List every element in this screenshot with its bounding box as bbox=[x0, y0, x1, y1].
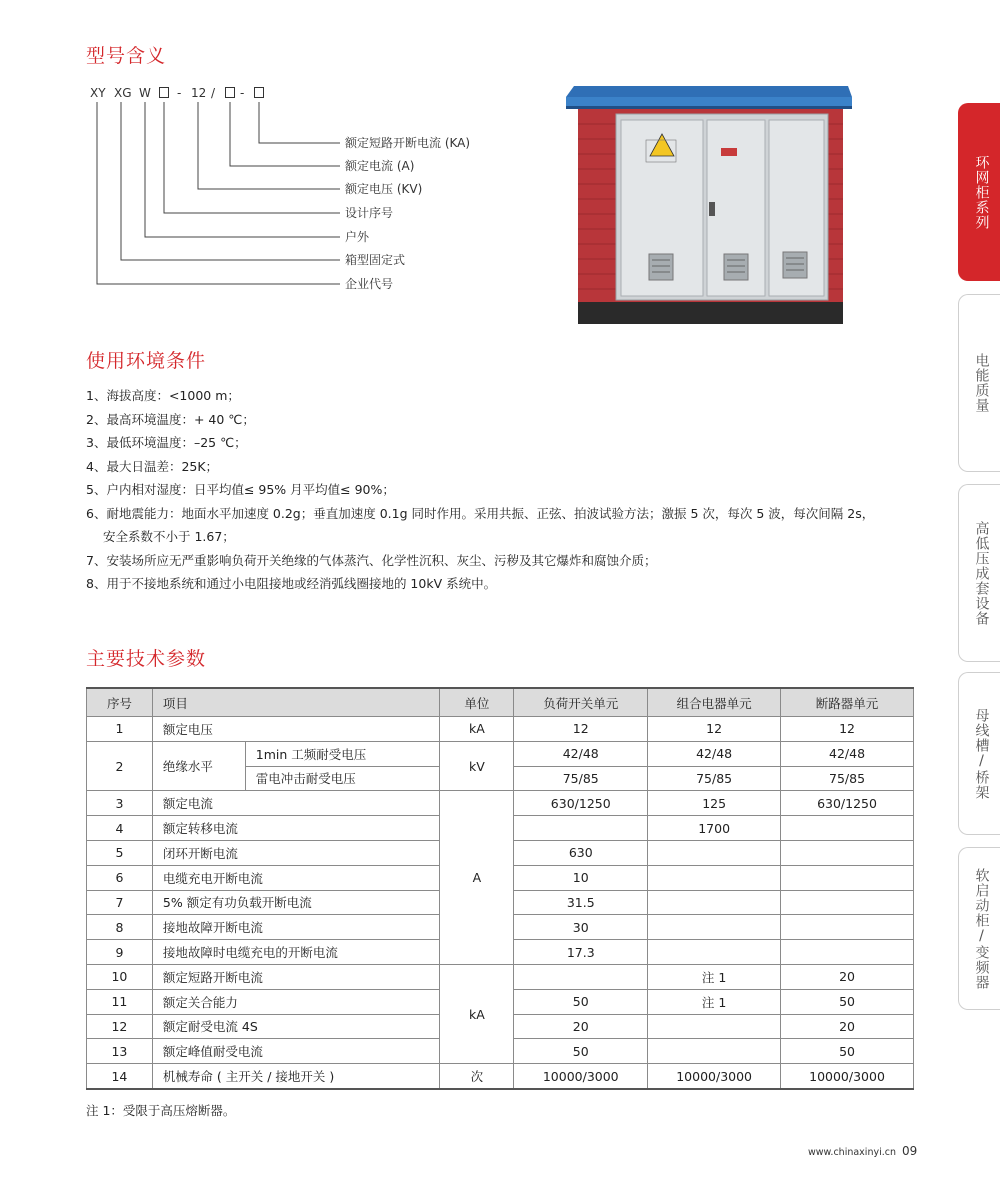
cell-value bbox=[648, 865, 781, 890]
cell-value: 30 bbox=[514, 915, 648, 940]
cell-value: 50 bbox=[514, 1039, 648, 1064]
cell-value: 31.5 bbox=[514, 890, 648, 915]
cell-value: 125 bbox=[648, 791, 781, 816]
cell-unit: kV bbox=[440, 741, 514, 791]
cell-item: 额定峰值耐受电流 bbox=[152, 1039, 440, 1064]
cell-no: 7 bbox=[87, 890, 153, 915]
tab-ring-main-unit[interactable] bbox=[958, 103, 1000, 281]
cell-value bbox=[648, 890, 781, 915]
code-label-design-no: 设计序号 bbox=[345, 206, 394, 220]
code-label-box-fixed: 箱型固定式 bbox=[345, 253, 406, 267]
cell-no: 13 bbox=[87, 1039, 153, 1064]
tab-soft-starter[interactable] bbox=[958, 847, 1000, 1010]
cell-value: 50 bbox=[514, 989, 648, 1014]
tab-switchgear[interactable] bbox=[958, 484, 1000, 662]
cell-value: 20 bbox=[514, 1014, 648, 1039]
code-box-type: XG bbox=[114, 86, 132, 100]
cell-item: 额定转移电流 bbox=[152, 816, 440, 841]
env-item-altitude: 1、海拔高度：<1000 m； bbox=[86, 388, 240, 403]
cell-value: 12 bbox=[648, 717, 781, 742]
cell-value: 42/48 bbox=[781, 741, 914, 766]
code-dash-2: - bbox=[240, 86, 245, 100]
code-enterprise: XY bbox=[90, 86, 106, 100]
th-combo: 组合电器单元 bbox=[648, 688, 781, 717]
cell-unit: 次 bbox=[440, 1064, 514, 1089]
cell-value: 630 bbox=[514, 840, 648, 865]
code-leader-lines bbox=[0, 0, 360, 300]
cell-no: 3 bbox=[87, 791, 153, 816]
table-row bbox=[87, 717, 914, 742]
cell-value bbox=[781, 840, 914, 865]
cell-subitem: 雷电冲击耐受电压 bbox=[245, 766, 440, 791]
cell-value bbox=[514, 964, 648, 989]
cell-unit: kA bbox=[440, 964, 514, 1063]
cell-unit: A bbox=[440, 791, 514, 965]
tab-power-quality[interactable] bbox=[958, 294, 1000, 472]
code-slash: / bbox=[211, 86, 216, 100]
cell-item: 接地故障时电缆充电的开断电流 bbox=[152, 940, 440, 965]
cell-no: 9 bbox=[87, 940, 153, 965]
env-item-temp-diff: 4、最大日温差：25K； bbox=[86, 458, 219, 474]
tab-label: 母线槽/桥架 bbox=[973, 707, 990, 800]
env-conditions-list bbox=[86, 384, 916, 596]
section-title-env: 使用环境条件 bbox=[86, 350, 207, 372]
env-item-seismic-cont: 安全系数不小于 1.67； bbox=[103, 529, 235, 544]
table-note: 注 1：受限于高压熔断器。 bbox=[86, 1103, 236, 1118]
section-title-spec: 主要技术参数 bbox=[86, 648, 207, 670]
cell-value: 75/85 bbox=[648, 766, 781, 791]
cell-item: 电缆充电开断电流 bbox=[152, 865, 440, 890]
cell-value: 12 bbox=[781, 717, 914, 742]
footer bbox=[808, 1144, 917, 1158]
cell-value bbox=[648, 940, 781, 965]
cell-value bbox=[781, 865, 914, 890]
cell-value: 75/85 bbox=[781, 766, 914, 791]
cell-no: 1 bbox=[87, 717, 153, 742]
cell-no: 14 bbox=[87, 1064, 153, 1089]
tab-busway[interactable] bbox=[958, 672, 1000, 835]
cell-unit: kA bbox=[440, 717, 514, 742]
cell-value bbox=[781, 816, 914, 841]
env-item-min-temp: 3、最低环境温度：–25 ℃； bbox=[86, 435, 247, 450]
table-row bbox=[87, 1064, 914, 1089]
table-row bbox=[87, 791, 914, 816]
cell-value: 17.3 bbox=[514, 940, 648, 965]
code-label-breaking-current: 额定短路开断电流 (KA) bbox=[345, 136, 471, 150]
code-dash: - bbox=[177, 86, 182, 100]
cell-value bbox=[781, 915, 914, 940]
cell-item: 绝缘水平 bbox=[152, 741, 245, 791]
code-label-rated-current: 额定电流 (A) bbox=[345, 159, 415, 173]
cell-no: 11 bbox=[87, 989, 153, 1014]
tab-label: 软启动柜/变频器 bbox=[973, 867, 990, 990]
cell-value: 注 1 bbox=[648, 964, 781, 989]
th-no: 序号 bbox=[87, 688, 153, 717]
th-load-switch: 负荷开关单元 bbox=[514, 688, 648, 717]
cell-value: 630/1250 bbox=[514, 791, 648, 816]
code-label-rated-voltage: 额定电压 (KV) bbox=[345, 182, 423, 196]
cell-item: 机械寿命 ( 主开关 / 接地开关 ) bbox=[152, 1064, 440, 1089]
code-voltage: 12 bbox=[191, 86, 207, 100]
cell-no: 4 bbox=[87, 816, 153, 841]
tab-label: 电能质量 bbox=[973, 353, 990, 413]
table-row bbox=[87, 741, 914, 766]
env-item-grounding: 8、用于不接地系统和通过小电阻接地或经消弧线圈接地的 10kV 系统中。 bbox=[86, 576, 497, 591]
th-item: 项目 bbox=[152, 688, 440, 717]
cell-value: 12 bbox=[514, 717, 648, 742]
cell-value bbox=[781, 890, 914, 915]
tab-label: 高低压成套设备 bbox=[973, 520, 990, 626]
cell-item: 额定电流 bbox=[152, 791, 440, 816]
cell-item: 接地故障开断电流 bbox=[152, 915, 440, 940]
cell-value: 10000/3000 bbox=[781, 1064, 914, 1089]
cell-value: 1700 bbox=[648, 816, 781, 841]
cell-value: 10000/3000 bbox=[648, 1064, 781, 1089]
cell-value: 42/48 bbox=[648, 741, 781, 766]
env-item-max-temp: 2、最高环境温度：+ 40 ℃； bbox=[86, 411, 255, 427]
cell-value: 10000/3000 bbox=[514, 1064, 648, 1089]
cell-value bbox=[781, 940, 914, 965]
cell-value: 注 1 bbox=[648, 989, 781, 1014]
cell-item: 闭环开断电流 bbox=[152, 840, 440, 865]
cell-value bbox=[648, 840, 781, 865]
cell-value bbox=[648, 1014, 781, 1039]
cell-no: 10 bbox=[87, 964, 153, 989]
code-outdoor: W bbox=[139, 86, 151, 100]
code-label-enterprise: 企业代号 bbox=[345, 277, 394, 291]
cell-value bbox=[648, 1039, 781, 1064]
cell-item: 额定耐受电流 4S bbox=[152, 1014, 440, 1039]
cell-item: 额定电压 bbox=[152, 717, 440, 742]
cell-item: 额定关合能力 bbox=[152, 989, 440, 1014]
table-header-row bbox=[87, 688, 914, 717]
cell-item: 5% 额定有功负载开断电流 bbox=[152, 890, 440, 915]
cell-no: 5 bbox=[87, 840, 153, 865]
table-row bbox=[87, 964, 914, 989]
section-title-model: 型号含义 bbox=[86, 45, 167, 67]
cell-value: 50 bbox=[781, 989, 914, 1014]
cabinet-image bbox=[566, 84, 856, 329]
cell-subitem: 1min 工频耐受电压 bbox=[245, 741, 440, 766]
cell-no: 12 bbox=[87, 1014, 153, 1039]
cell-value: 10 bbox=[514, 865, 648, 890]
env-item-seismic: 6、耐地震能力：地面水平加速度 0.2g；垂直加速度 0.1g 同时作用。采用共振、正弦、拍波试验方法；激振 5 次，每次 5 波，每次间隔 2s， bbox=[86, 505, 875, 521]
env-item-humidity: 5、户内相对湿度：日平均值≤ 95% 月平均值≤ 90%； bbox=[86, 482, 395, 497]
code-label-outdoor: 户外 bbox=[345, 230, 370, 244]
cell-value: 50 bbox=[781, 1039, 914, 1064]
cell-no: 2 bbox=[87, 741, 153, 791]
th-unit: 单位 bbox=[440, 688, 514, 717]
cell-value: 20 bbox=[781, 1014, 914, 1039]
tab-label: 环网柜系列 bbox=[973, 154, 990, 230]
th-breaker: 断路器单元 bbox=[781, 688, 914, 717]
env-item-site: 7、安装场所应无严重影响负荷开关绝缘的气体蒸汽、化学性沉积、灰尘、污秽及其它爆炸和腐蚀介质； bbox=[86, 552, 657, 568]
footer-url: www.chinaxinyi.cn bbox=[808, 1147, 896, 1158]
cell-value bbox=[514, 816, 648, 841]
cell-no: 6 bbox=[87, 865, 153, 890]
cell-value: 42/48 bbox=[514, 741, 648, 766]
spec-table bbox=[86, 687, 914, 1090]
cell-no: 8 bbox=[87, 915, 153, 940]
cell-item: 额定短路开断电流 bbox=[152, 964, 440, 989]
cell-value bbox=[648, 915, 781, 940]
cell-value: 630/1250 bbox=[781, 791, 914, 816]
cell-value: 75/85 bbox=[514, 766, 648, 791]
cell-value: 20 bbox=[781, 964, 914, 989]
page-number: 09 bbox=[902, 1144, 918, 1158]
